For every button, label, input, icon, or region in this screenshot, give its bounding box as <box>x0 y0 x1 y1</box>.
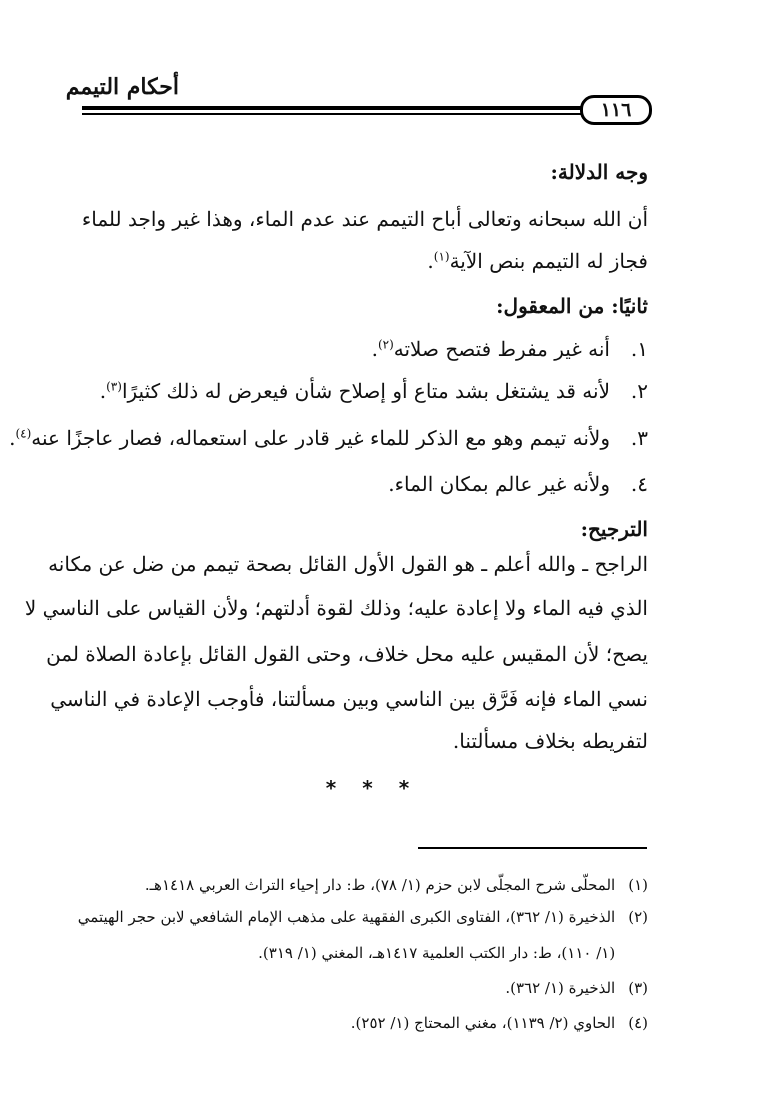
footnote-number: (١) <box>628 876 648 894</box>
heading-preponderance: الترجيح: <box>580 517 648 541</box>
footnote-text: المحلّى شرح المجلّى لابن حزم (١/ ٧٨)، ط: دار إحياء التراث العربي ١٤١٨هـ. <box>144 876 616 894</box>
list-item-number: ٢. <box>630 379 648 403</box>
header-rule-thin <box>82 113 642 115</box>
footnote-ref: (١) <box>433 249 450 264</box>
list-item-text <box>9 422 610 454</box>
header-rule-thick <box>82 106 642 110</box>
footnote-number: (٢) <box>628 908 648 926</box>
list-item-number: ٤. <box>630 472 648 496</box>
paragraph-line: أن الله سبحانه وتعالى أباح التيمم عند عدم الماء، وهذا غير واجد للماء <box>81 207 648 231</box>
list-item-text <box>372 333 610 365</box>
heading-rational-evidence: ثانيًا: من المعقول: <box>496 294 648 318</box>
footnote <box>82 1010 648 1036</box>
footnote <box>82 872 648 898</box>
list-item <box>82 375 648 407</box>
paragraph-line: الذي فيه الماء ولا إعادة عليه؛ وذلك لقوة أدلتهم؛ ولأن القياس على الناسي لا <box>24 596 648 620</box>
footnote-ref: (٤) <box>15 426 32 441</box>
paragraph-line: الراجح ـ والله أعلم ـ هو القول الأول القائل بصحة تيمم من ضل عن مكانه <box>48 552 648 576</box>
section-separator: *** <box>325 776 436 800</box>
list-item <box>82 468 648 500</box>
list-item-number: ١. <box>630 337 648 361</box>
list-item <box>82 333 648 365</box>
list-item-text <box>100 375 610 407</box>
footnote-continuation <box>82 940 648 966</box>
list-item-text <box>388 468 610 500</box>
paragraph-line: يصح؛ لأن المقيس عليه محل خلاف، وحتى القول القائل بإعادة الصلاة لمن <box>46 642 648 666</box>
list-item-body: ولأنه تيمم وهو مع الذكر للماء غير قادر على استعماله، فصار عاجزًا عنه <box>31 426 610 450</box>
footnote-number: (٤) <box>628 1014 648 1032</box>
paragraph-line <box>82 245 648 277</box>
footnote-ref: (٣) <box>106 379 122 394</box>
heading-evidence-aspect: وجه الدلالة: <box>550 160 648 184</box>
list-item-body: لأنه قد يشتغل بشد متاع أو إصلاح شأن فيعرض له ذلك كثيرًا <box>121 379 610 403</box>
footnote-rule <box>418 847 647 849</box>
list-item <box>9 422 648 454</box>
footnote <box>82 975 648 1001</box>
page-number: ١١٦ <box>580 95 652 125</box>
paragraph-text: فجاز له التيمم بنص الآية <box>449 249 648 273</box>
running-header-title: أحكام التيمم <box>65 74 179 100</box>
list-item-number: ٣. <box>630 426 648 450</box>
footnote <box>77 904 648 930</box>
list-item-body: أنه غير مفرط فتصح صلاته <box>393 337 610 361</box>
footnote-text: الذخيرة (١/ ٣٦٢). <box>505 979 616 997</box>
footnote-number: (٣) <box>628 979 648 997</box>
footnote-text: الذخيرة (١/ ٣٦٢)، الفتاوى الكبرى الفقهية على مذهب الإمام الشافعي لابن حجر الهيتمي <box>77 908 616 926</box>
list-item-body: ولأنه غير عالم بمكان الماء. <box>388 472 610 496</box>
paragraph-end: . <box>427 249 434 273</box>
paragraph-line: نسي الماء فإنه فَرَّق بين الناسي وبين مسألتنا، فأوجب الإعادة في الناسي <box>50 687 648 711</box>
paragraph-line: لتفريطه بخلاف مسألتنا. <box>452 729 648 753</box>
list-item-end: . <box>9 426 16 450</box>
list-item-end: . <box>371 337 378 361</box>
footnote-ref: (٢) <box>377 337 394 352</box>
footnote-text: الحاوي (٢/ ١١٣٩)، مغني المحتاج (١/ ٢٥٢). <box>350 1014 616 1032</box>
footnote-text: (١/ ١١٠)، ط: دار الكتب العلمية ١٤١٧هـ، المغني (١/ ٣١٩). <box>258 944 616 962</box>
list-item-end: . <box>99 379 107 403</box>
